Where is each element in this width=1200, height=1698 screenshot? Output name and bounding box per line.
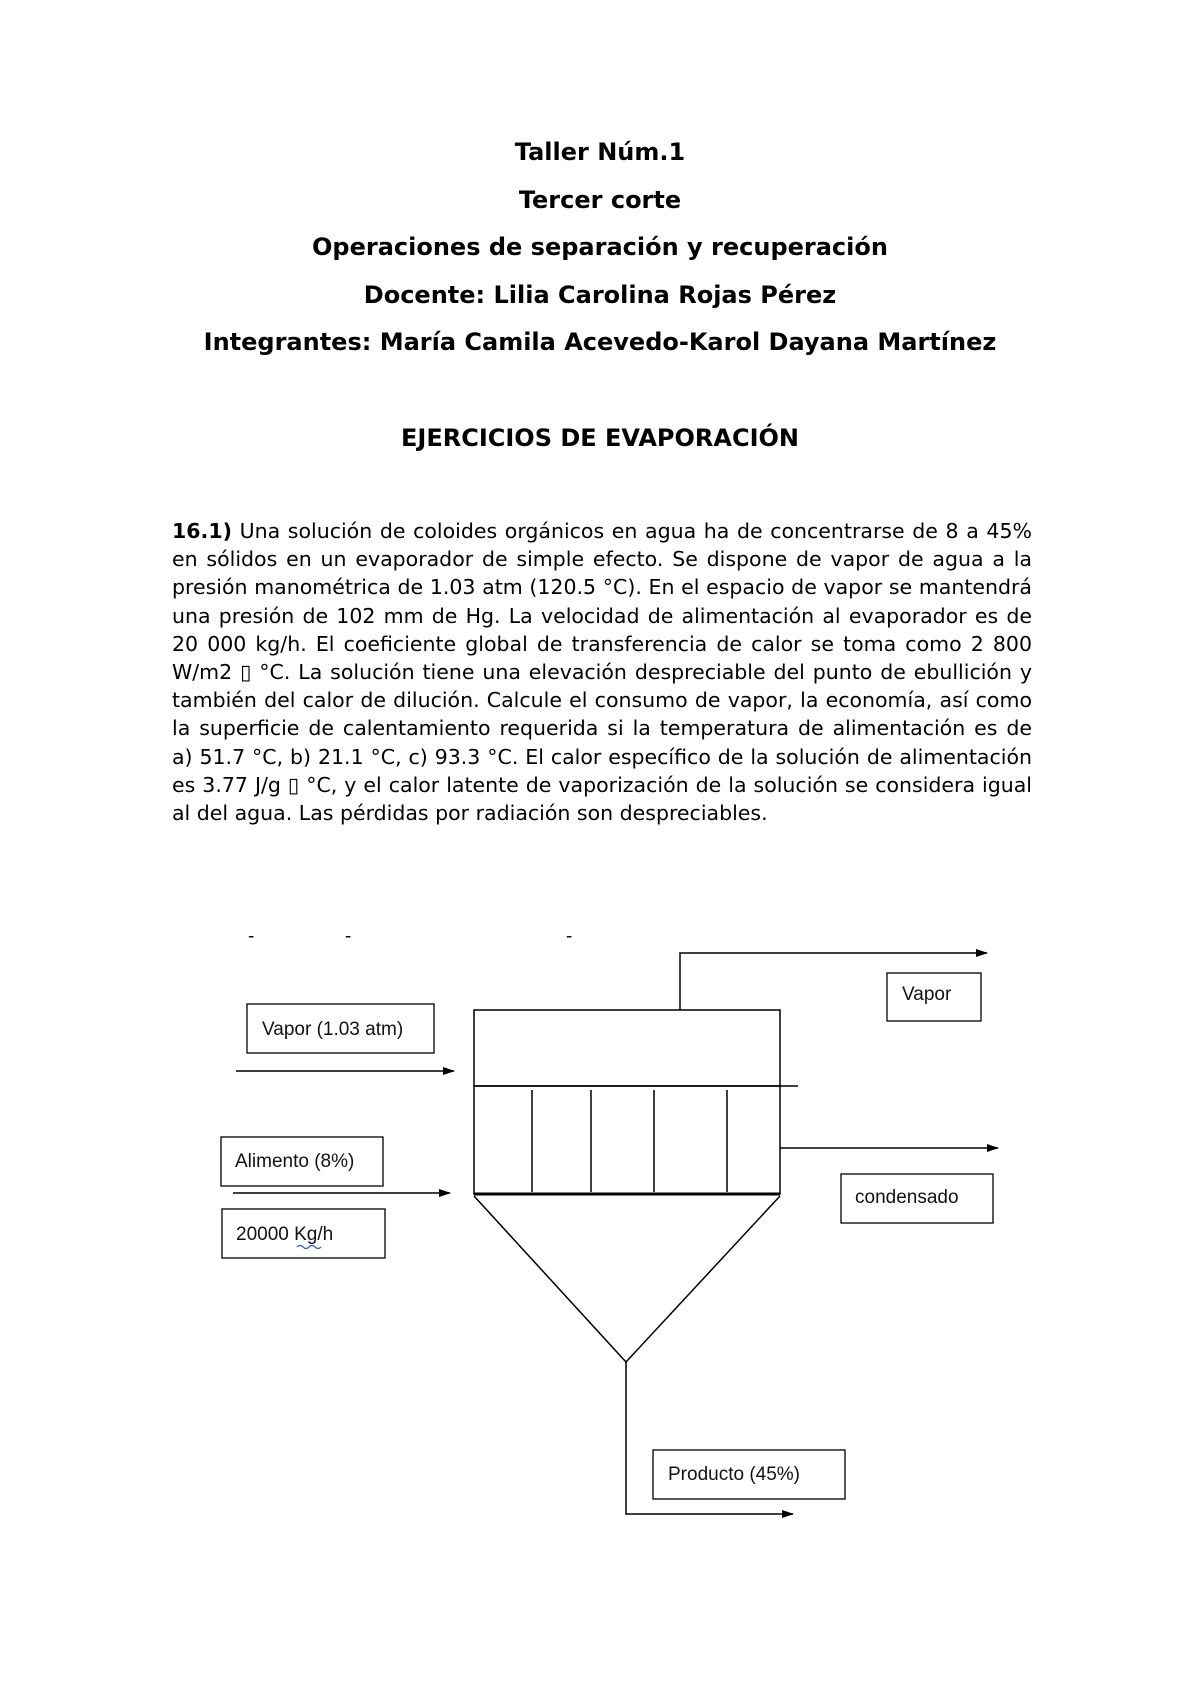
feed-label-box — [221, 1137, 383, 1186]
vapor-out-label-box — [887, 973, 981, 1021]
evaporator-vessel — [474, 1010, 798, 1362]
stray-mark: - — [248, 926, 255, 947]
problem-number: 16.1) — [172, 519, 232, 543]
feed-rate-label-box — [222, 1209, 385, 1258]
workshop-title: Taller Núm.1 — [514, 138, 686, 166]
feed-rate-label: 20000 Kg/h — [236, 1224, 334, 1245]
condensate-label-box — [841, 1174, 993, 1223]
conical-bottom — [474, 1196, 780, 1362]
heating-section — [474, 1086, 780, 1194]
problem-text: Una solución de coloides orgánicos en agua ha de concentrarse de 8 a 45% en sólidos en un evaporador de simple efecto. Se dispone de vapor de agua a la presión manométrica de 1.03 atm (120.5 °C). En el espacio de vapor se mantendrá una presión de 102 mm de Hg. La velocidad de alimentación al evaporador es de 20 000 kg/h. El coeficiente global de transferencia de calor se toma como 2 800 W/m2 ▯ °C. La solución tiene una elevación despreciable del punto de ebullición y también del calor de dilución. Calcule el consumo de vapor, la economía, así como la superficie de calentamiento requerida si la temperatura de alimentación es de a) 51.7 °C, b) 21.1 °C, c) 93.3 °C. El calor específico de la solución de alimentación es 3.77 J/g ▯ °C, y el calor latente de vaporización de la solución se considera igual al del agua. Las pérdidas por radiación son despreciables. — [172, 519, 1032, 826]
product-label-box — [653, 1450, 845, 1499]
steam-in-label: Vapor (1.03 atm) — [262, 1019, 404, 1040]
feed-label: Alimento (8%) — [235, 1151, 355, 1172]
term-label: Tercer corte — [518, 185, 682, 214]
stray-mark: - — [566, 926, 573, 947]
teacher-name: Docente: Lilia Carolina Rojas Pérez — [363, 280, 837, 309]
product-label: Producto (45%) — [668, 1464, 801, 1485]
section-title: EJERCICIOS DE EVAPORACIÓN — [401, 424, 799, 452]
team-members: Integrantes: María Camila Acevedo-Karol Dayana Martínez — [203, 328, 997, 356]
vapor-out-label: Vapor — [902, 984, 952, 1005]
stray-mark: - — [345, 926, 352, 947]
vapor-space — [474, 1010, 780, 1086]
steam-in-label-box — [247, 1004, 434, 1053]
course-name: Operaciones de separación y recuperación — [312, 233, 888, 261]
condensate-label: condensado — [855, 1187, 959, 1208]
